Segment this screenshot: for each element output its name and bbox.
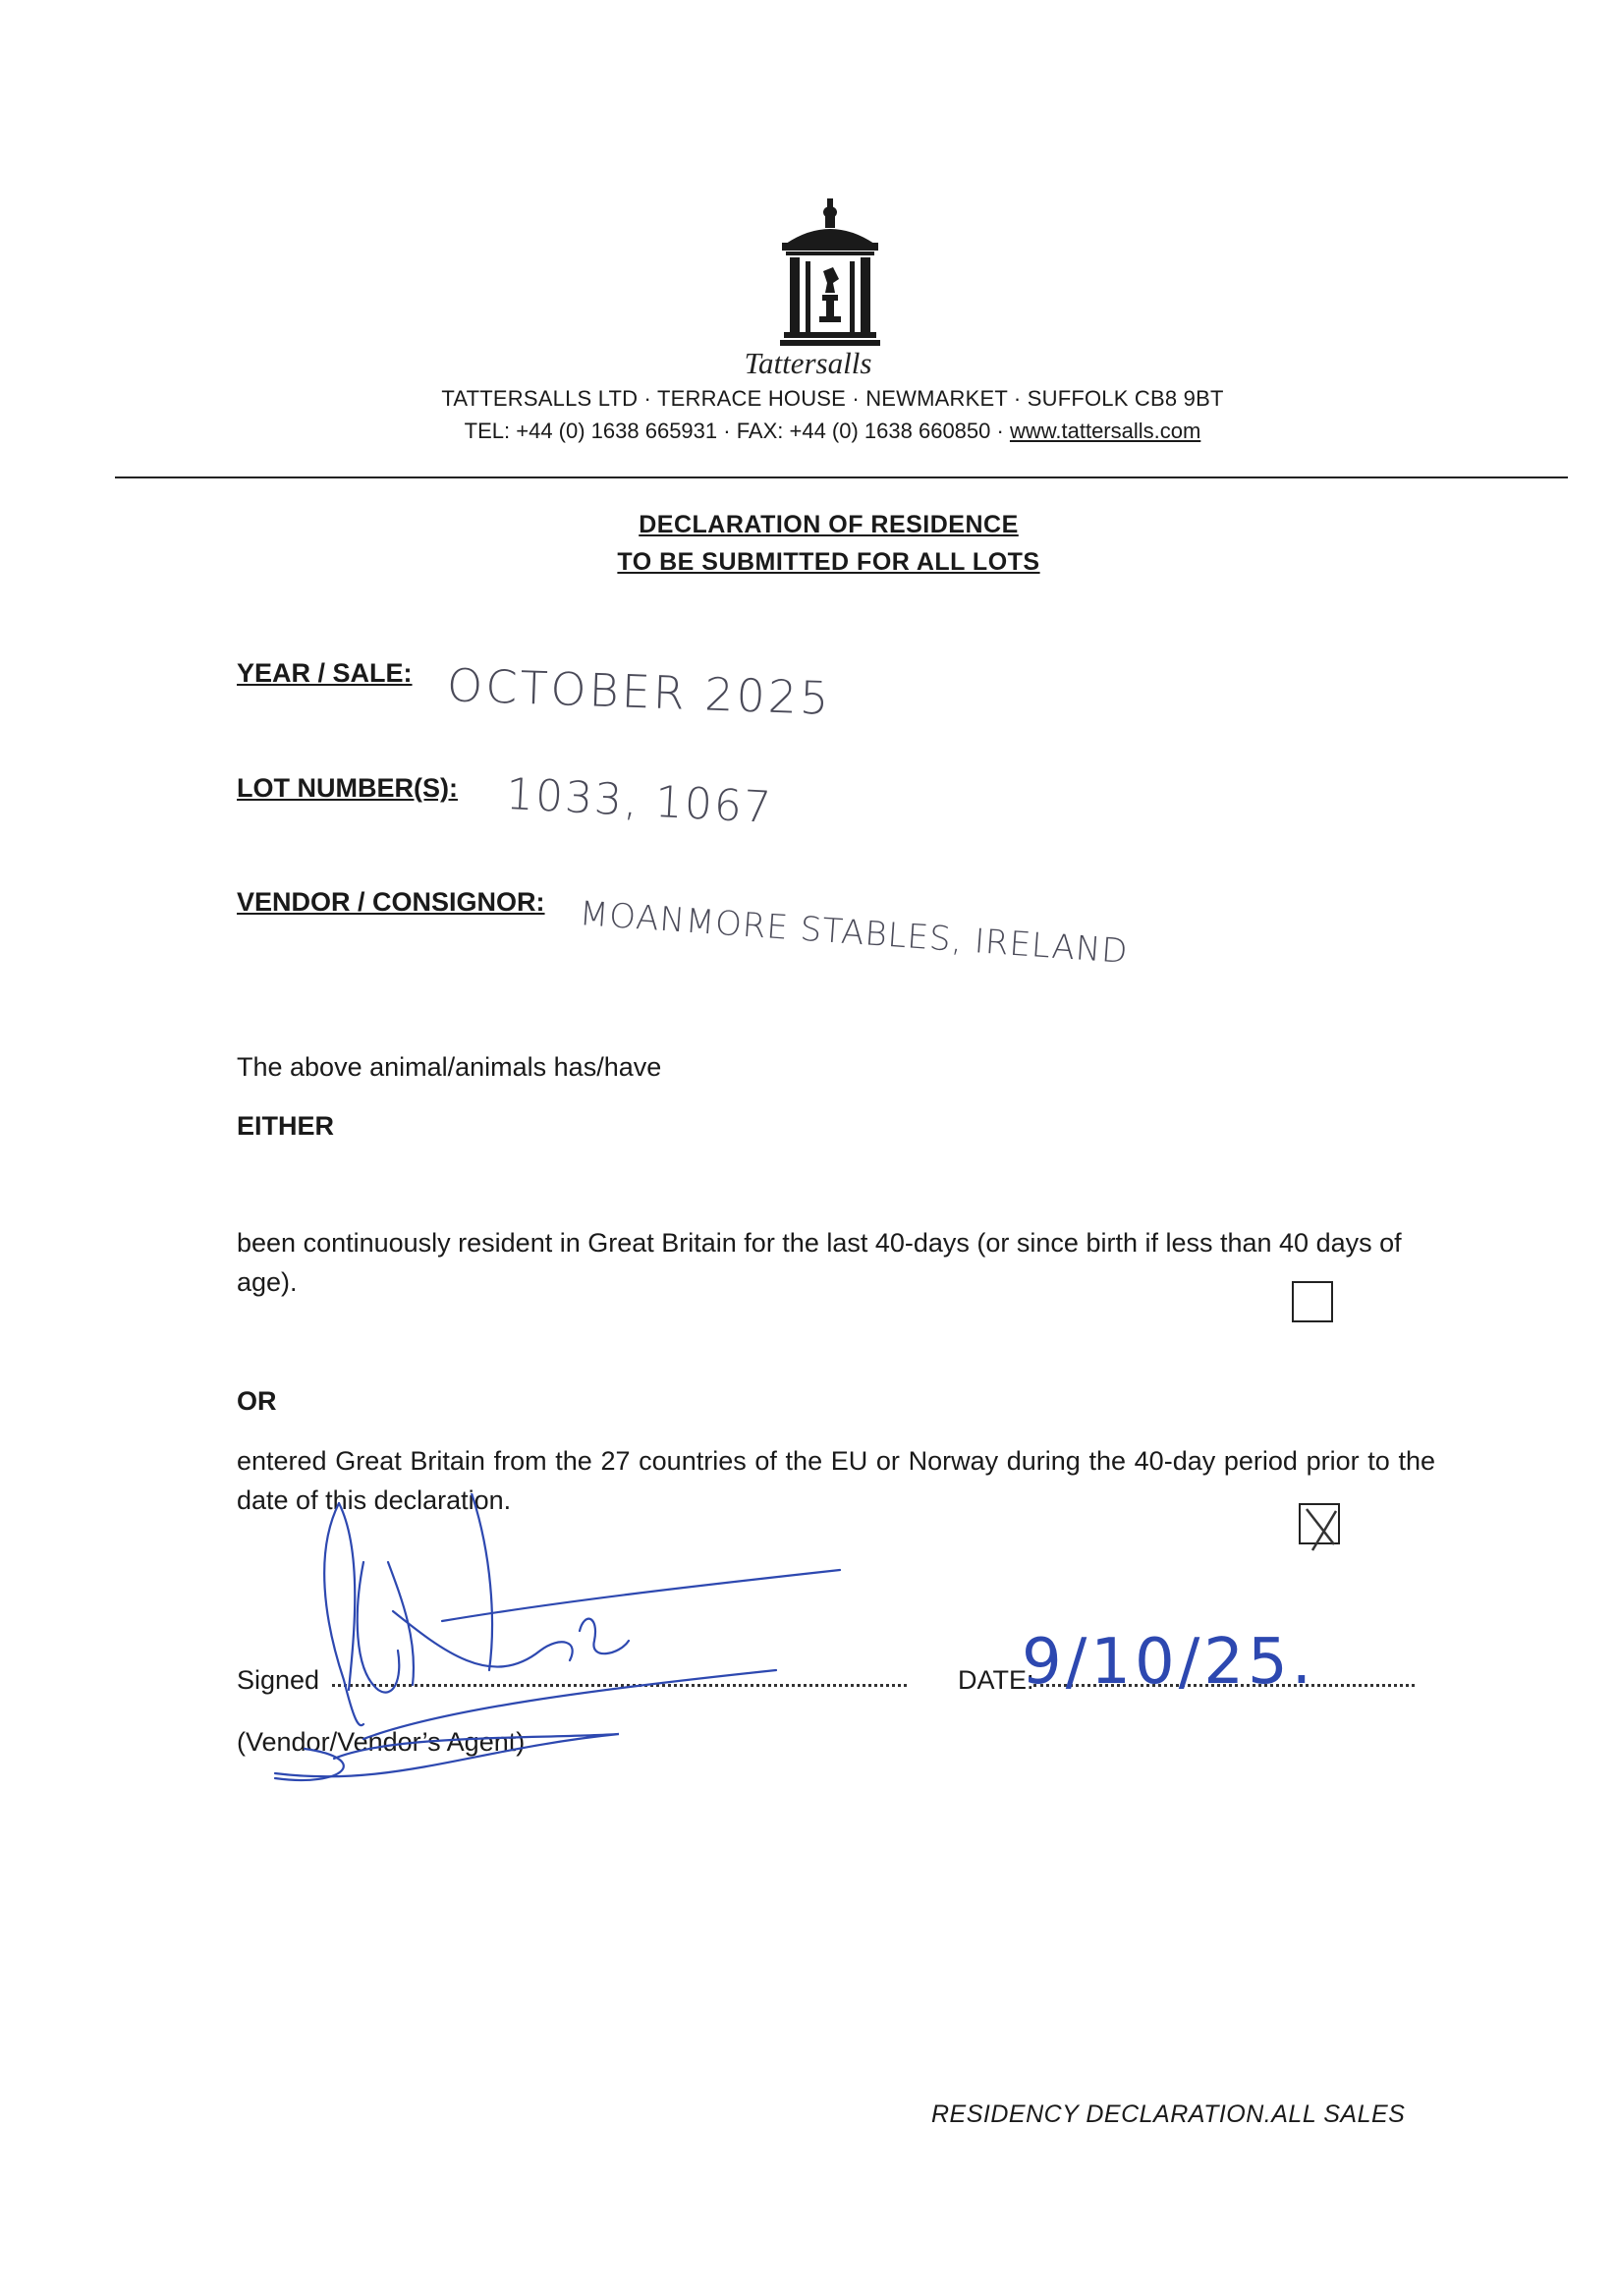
either-label: EITHER	[237, 1111, 335, 1141]
date-label: DATE:	[958, 1665, 1034, 1695]
or-label: OR	[237, 1386, 277, 1416]
year-sale-value[interactable]: OCTOBER 2025	[446, 658, 833, 725]
company-contact	[0, 419, 1616, 444]
vendor-label: VENDOR / CONSIGNOR:	[237, 887, 545, 917]
lot-numbers-label: LOT NUMBER(S):	[237, 773, 458, 803]
date-value: 9/10/25.	[1022, 1626, 1316, 1699]
contact-numbers: TEL: +44 (0) 1638 665931 · FAX: +44 (0) 1638 660850 ·	[464, 419, 1010, 443]
footer-reference: RESIDENCY DECLARATION.ALL SALES	[931, 2100, 1406, 2128]
intro-text: The above animal/animals has/have	[237, 1052, 662, 1082]
handwritten-signature	[246, 1493, 874, 1798]
option2-text: entered Great Britain from the 27 countries of the EU or Norway during the 40-day period prior to the date of this declaration.	[237, 1446, 1435, 1515]
cross-mark-icon	[1301, 1505, 1342, 1552]
year-sale-label: YEAR / SALE:	[237, 658, 413, 688]
lot-numbers-value[interactable]: 1033, 1067	[504, 768, 775, 834]
header-divider	[115, 476, 1568, 478]
option2-checkbox[interactable]	[1299, 1503, 1340, 1544]
tattersalls-rotunda-icon	[776, 196, 884, 349]
form-title: DECLARATION OF RESIDENCE	[639, 511, 1019, 538]
website-link[interactable]: www.tattersalls.com	[1009, 419, 1201, 443]
signed-label: Signed	[237, 1665, 320, 1695]
agent-label: (Vendor/Vendor’s Agent)	[237, 1727, 526, 1757]
form-subtitle: TO BE SUBMITTED FOR ALL LOTS	[617, 548, 1040, 576]
vendor-value[interactable]: MOANMORE STABLES, IRELAND	[578, 894, 1130, 973]
option1-text: been continuously resident in Great Britain for the last 40-days (or since birth if less than 40 days of age).	[237, 1228, 1402, 1297]
brand-name: Tattersalls	[744, 346, 872, 380]
company-address: TATTERSALLS LTD · TERRACE HOUSE · NEWMARKET · SUFFOLK CB8 9BT	[441, 386, 1224, 411]
handwritten-date[interactable]	[1022, 1626, 1316, 1744]
option1-checkbox[interactable]	[1292, 1281, 1333, 1322]
